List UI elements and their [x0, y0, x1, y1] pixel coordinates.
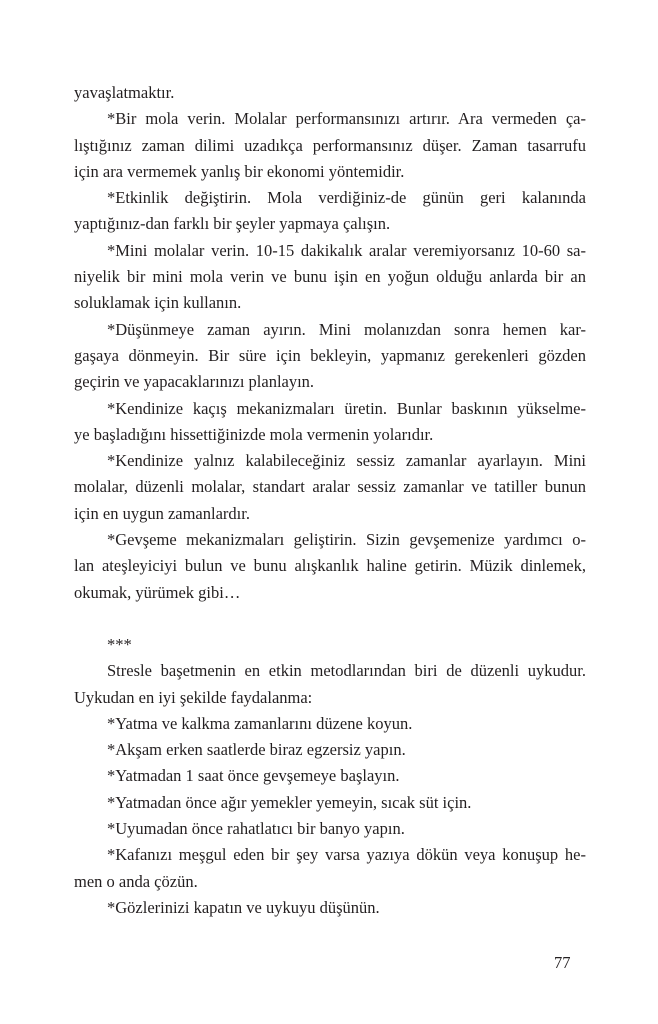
page-body — [74, 80, 586, 921]
text-line-14: ye başladığını hissettiğinizde mola vermenin yolarıdır. — [74, 424, 434, 444]
text-line-8: niyelik bir mini mola verin ve bunu işin en yoğun olduğu anlarda bir an — [74, 267, 586, 287]
text-line-3: lıştığınız zaman dilimi uzadıkça performansınız düşer. Zaman tasarrufu — [74, 135, 586, 155]
text-line-22: Stresle başetmenin en etkin metodlarından biri de düzenli uykudur. — [107, 661, 586, 681]
text-line-25: *Akşam erken saatlerde biraz egzersiz yapın. — [107, 740, 406, 760]
text-line-5: *Etkinlik değiştirin. Mola verdiğiniz-de günün geri kalanında — [107, 188, 586, 208]
text-line-26: *Yatmadan 1 saat önce gevşemeye başlayın. — [107, 766, 400, 786]
text-line-6: yaptığınız-dan farklı bir şeyler yapmaya çalışın. — [74, 214, 391, 234]
text-line-24: *Yatma ve kalkma zamanlarını düzene koyun. — [107, 713, 413, 733]
text-line-17: için en uygun zamanlardır. — [74, 503, 250, 523]
section-separator: *** — [107, 634, 132, 654]
text-line-30: men o anda çözün. — [74, 871, 198, 891]
text-line-19: lan ateşleyiciyi bulun ve bunu alışkanlık haline getirin. Müzik dinlemek, — [74, 556, 586, 576]
text-line-16: molalar, düzenli molalar, standart aralar sessiz zamanlar ve tatiller bunun — [74, 477, 586, 497]
text-line-4: için ara vermemek yanlış bir ekonomi yöntemidir. — [74, 161, 405, 181]
text-line-15: *Kendinize yalnız kalabileceğiniz sessiz zamanlar ayarlayın. Mini — [107, 451, 586, 471]
text-line-2: *Bir mola verin. Molalar performansınızı artırır. Ara vermeden ça- — [107, 109, 586, 129]
text-line-29: *Kafanızı meşgul eden bir şey varsa yazıya dökün veya konuşup he- — [107, 845, 586, 865]
text-line-18: *Gevşeme mekanizmaları geliştirin. Sizin gevşemenize yardımcı o- — [107, 530, 586, 550]
text-line-1: yavaşlatmaktır. — [74, 83, 175, 102]
text-line-23: Uykudan en iyi şekilde faydalanma: — [74, 687, 313, 707]
text-line-12: geçirin ve yapacaklarınızı planlayın. — [74, 372, 315, 392]
page-number: 77 — [554, 953, 571, 972]
text-line-13: *Kendinize kaçış mekanizmaları üretin. Bunlar baskının yükselme- — [107, 398, 586, 418]
text-line-7: *Mini molalar verin. 10-15 dakikalık aralar veremiyorsanız 10-60 sa- — [107, 240, 586, 260]
text-line-9: soluklamak için kullanın. — [74, 293, 242, 313]
text-line-27: *Yatmadan önce ağır yemekler yemeyin, sıcak süt için. — [107, 792, 472, 812]
text-line-31: *Gözlerinizi kapatın ve uykuyu düşünün. — [107, 897, 380, 917]
text-line-11: gaşaya dönmeyin. Bir süre için bekleyin, yapmanız gerekenleri gözden — [74, 345, 586, 365]
text-line-20: okumak, yürümek gibi… — [74, 582, 241, 602]
text-line-10: *Düşünmeye zaman ayırın. Mini molanızdan sonra hemen kar- — [107, 319, 586, 339]
text-line-28: *Uyumadan önce rahatlatıcı bir banyo yapın. — [107, 819, 405, 839]
